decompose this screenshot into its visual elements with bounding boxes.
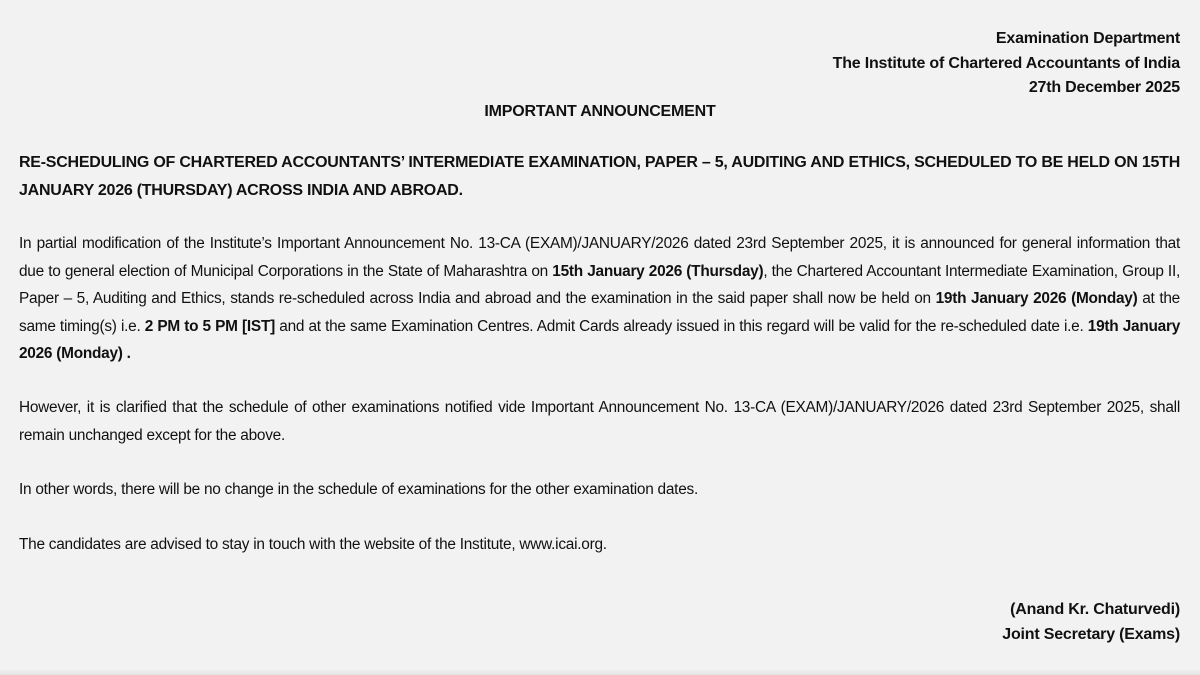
- p1-text-3: at the same timing(s) i.e.: [19, 290, 1180, 335]
- signatory-name: (Anand Kr. Chaturvedi): [1010, 601, 1180, 618]
- new-exam-date: 19th January 2026 (Monday): [935, 290, 1138, 307]
- page-title: IMPORTANT ANNOUNCEMENT: [484, 103, 716, 120]
- department-name: Examination Department: [995, 30, 1180, 47]
- p1-text-1: In partial modification of the Institute’s Important Announcement No. 13-CA (EXAM)/JANUARY/2026 dated 23rd September 2025, it is announced for general information that due to general election of Municipal Corporations in the State of Maharashtra on: [19, 235, 1180, 280]
- announcement-date: 27th December 2025: [1028, 79, 1180, 96]
- issuer-header: [833, 27, 1180, 101]
- p1-text-4: and at the same Examination Centres. Admit Cards already issued in this regard will be valid for the re-scheduled date i.e.: [274, 317, 1088, 335]
- bottom-shadow-divider: [0, 669, 1200, 675]
- signature-block: [1002, 597, 1180, 647]
- paragraph-website-advice: The candidates are advised to stay in touch with the website of the Institute, www.icai.org.: [19, 536, 607, 553]
- institute-name: The Institute of Chartered Accountants of India: [832, 54, 1180, 72]
- original-exam-date: 15th January 2026 (Thursday): [552, 262, 764, 280]
- exam-timing: 2 PM to 5 PM [IST]: [144, 317, 275, 335]
- announcement-subject: RE-SCHEDULING OF CHARTERED ACCOUNTANTS’ INTERMEDIATE EXAMINATION, PAPER – 5, AUDITING AND ETHICS, SCHEDULED TO BE HELD ON 15TH JANUARY 2026 (THURSDAY) ACROSS INDIA AND ABROAD.: [19, 154, 1180, 199]
- paragraph-other-schedule: However, it is clarified that the schedule of other examinations notified vide Important Announcement No. 13-CA (EXAM)/JANUARY/2026 dated 23rd September 2025, shall remain unchanged except for the above.: [19, 399, 1180, 444]
- paragraph-no-change: In other words, there will be no change in the schedule of examinations for the other examination dates.: [19, 481, 698, 498]
- p1-text-2: , the Chartered Accountant Intermediate Examination, Group II, Paper – 5, Auditing and Ethics, stands re-scheduled across India and abroad and the examination in the said paper shall now be held on: [19, 262, 1181, 307]
- paragraph-rescheduling-details: [19, 230, 1180, 368]
- signatory-designation: Joint Secretary (Exams): [1002, 626, 1180, 643]
- admit-card-valid-date: 19th January 2026 (Monday) .: [19, 317, 1181, 362]
